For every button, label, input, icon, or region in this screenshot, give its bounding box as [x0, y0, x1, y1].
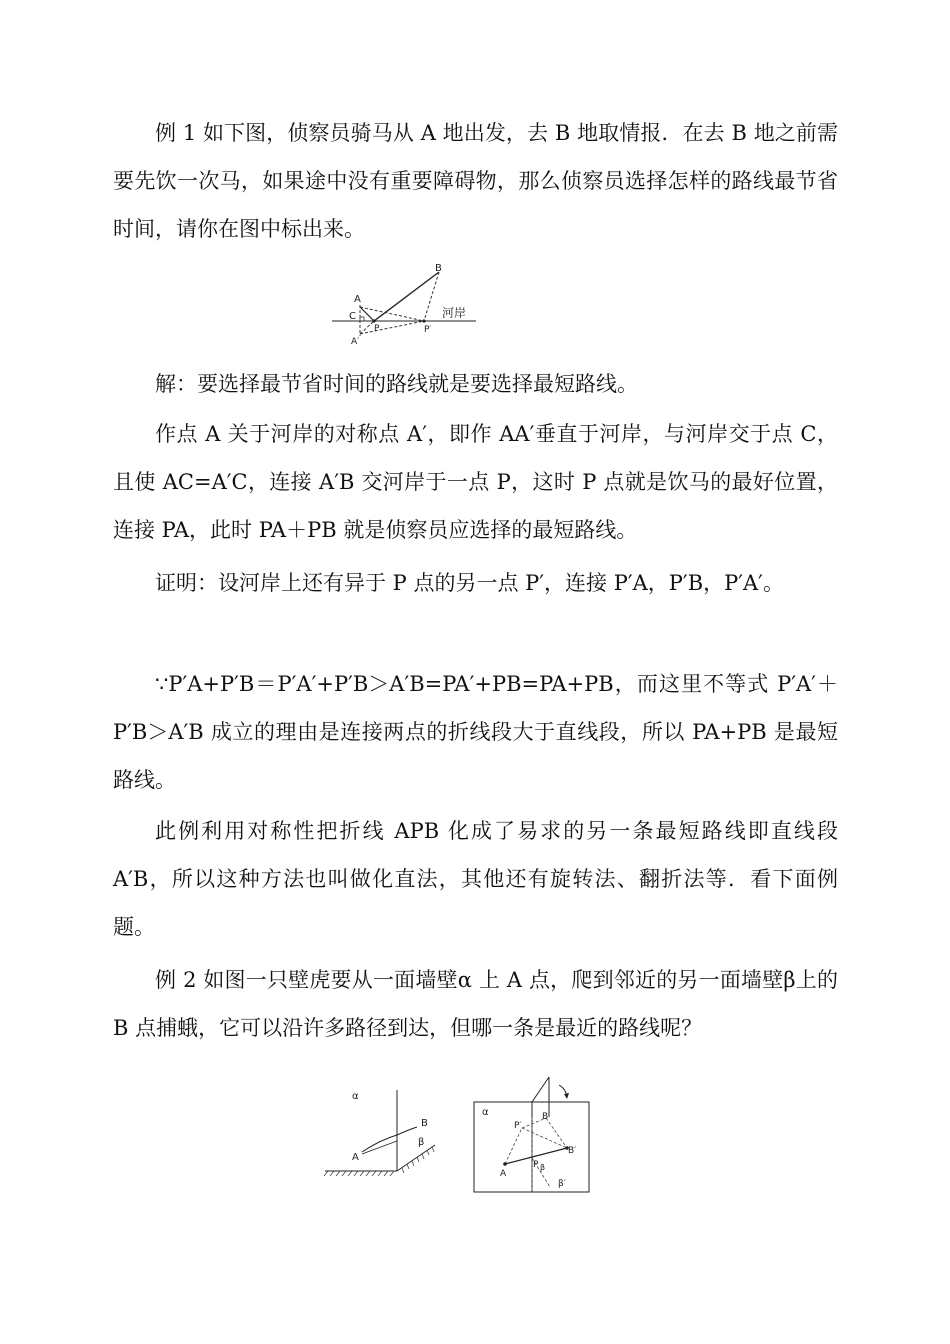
- fig2r-label-alpha: α: [482, 1107, 489, 1118]
- gecko-path-lower: [362, 1141, 397, 1154]
- fig2r-label-a: A: [500, 1169, 507, 1179]
- point-p-prime-dot: [422, 319, 425, 322]
- proof-paragraph: 证明：设河岸上还有异于 P 点的另一点 P′，连接 P′A，P′B，P′A′。: [155, 571, 784, 595]
- fig1-label-b: B: [435, 263, 442, 274]
- rotation-arrow-head: [564, 1093, 569, 1099]
- fig1-label-p-prime: P′: [424, 325, 432, 335]
- floor-hatching-left: [324, 1171, 394, 1176]
- p-to-b-line: [374, 272, 439, 321]
- point-a-dot: [503, 1162, 507, 1166]
- folded-wall-edge: [532, 1077, 549, 1102]
- example1-figure: [320, 262, 480, 346]
- method-paragraph: 此例利用对称性把折线 APB 化成了易求的另一条最短路线即直线段 A′B，所以这种方法也叫做化直法，其他还有旋转法、翻折法等．看下面例题。: [113, 819, 838, 939]
- fig2l-label-b: B: [421, 1118, 428, 1129]
- proof-inequality-paragraph: ∵P′A+P′B＝P′A′+P′B＞A′B=PA′+PB=PA+PB，而这里不等式 P′A′＋P′B＞A′B 成立的理由是连接两点的折线段大于直线段，所以 PA+PB 是最短路线。: [113, 672, 838, 792]
- fig2l-label-alpha: α: [352, 1091, 359, 1102]
- fig1-label-river: 河岸: [442, 306, 467, 320]
- solution-paragraph-2: 作点 A 关于河岸的对称点 A′，即作 AA′垂直于河岸，与河岸交于点 C，且使 AC=A′C，连接 A′B 交河岸于一点 P，这时 P 点就是饮马的最好位置，连接 PA，此时 PA＋PB 就是侦察员应选择的最短路线。: [113, 422, 838, 542]
- fig2l-label-beta: β: [418, 1137, 425, 1148]
- fig1-label-c: C: [349, 311, 356, 322]
- point-p-dot: [372, 319, 375, 322]
- example2-figure-right: [470, 1075, 600, 1195]
- right-angle-mark: [360, 317, 364, 321]
- fig1-label-p: P: [374, 324, 380, 334]
- b-to-p-prime-dashed: [424, 272, 439, 321]
- gecko-path-curve: [362, 1127, 417, 1152]
- fig2r-label-p: P: [533, 1160, 539, 1170]
- fig1-label-a-prime: A′: [351, 337, 360, 346]
- fig2r-label-b-prime: B′: [568, 1146, 577, 1156]
- floor-line-right: [397, 1145, 435, 1171]
- fig2r-label-beta: β: [540, 1163, 546, 1172]
- example1-text: 例 1 如下图，侦察员骑马从 A 地出发，去 B 地取情报．在去 B 地之前需要先饮一次马，如果途中没有重要障碍物，那么侦察员选择怎样的路线最节省时间，请你在图中标出来。: [113, 121, 838, 241]
- fig2l-label-a: A: [352, 1152, 359, 1163]
- fig2r-label-p-prime: P′: [514, 1121, 522, 1131]
- solution-paragraph-1: 解：要选择最节省时间的路线就是要选择最短路线。: [155, 372, 638, 396]
- a-to-p-prime-dashed: [505, 1128, 522, 1164]
- p-prime-to-b-prime-dashed: [522, 1128, 567, 1148]
- fig2r-label-b: B: [542, 1112, 549, 1122]
- a-prime-to-p-prime-dashed: [360, 321, 424, 334]
- a-to-p-prime-dashed: [360, 307, 424, 321]
- floor-hatching-right: [402, 1147, 434, 1173]
- example2-text: 例 2 如图一只壁虎要从一面墙壁α 上 A 点，爬到邻近的另一面墙壁β上的 B 点捕蛾，它可以沿许多路径到达，但哪一条是最近的路线呢？: [113, 968, 838, 1040]
- fig2r-label-beta-prime: β′: [558, 1179, 566, 1189]
- example2-figure-left: [320, 1085, 445, 1180]
- fig1-label-a: A: [354, 294, 361, 305]
